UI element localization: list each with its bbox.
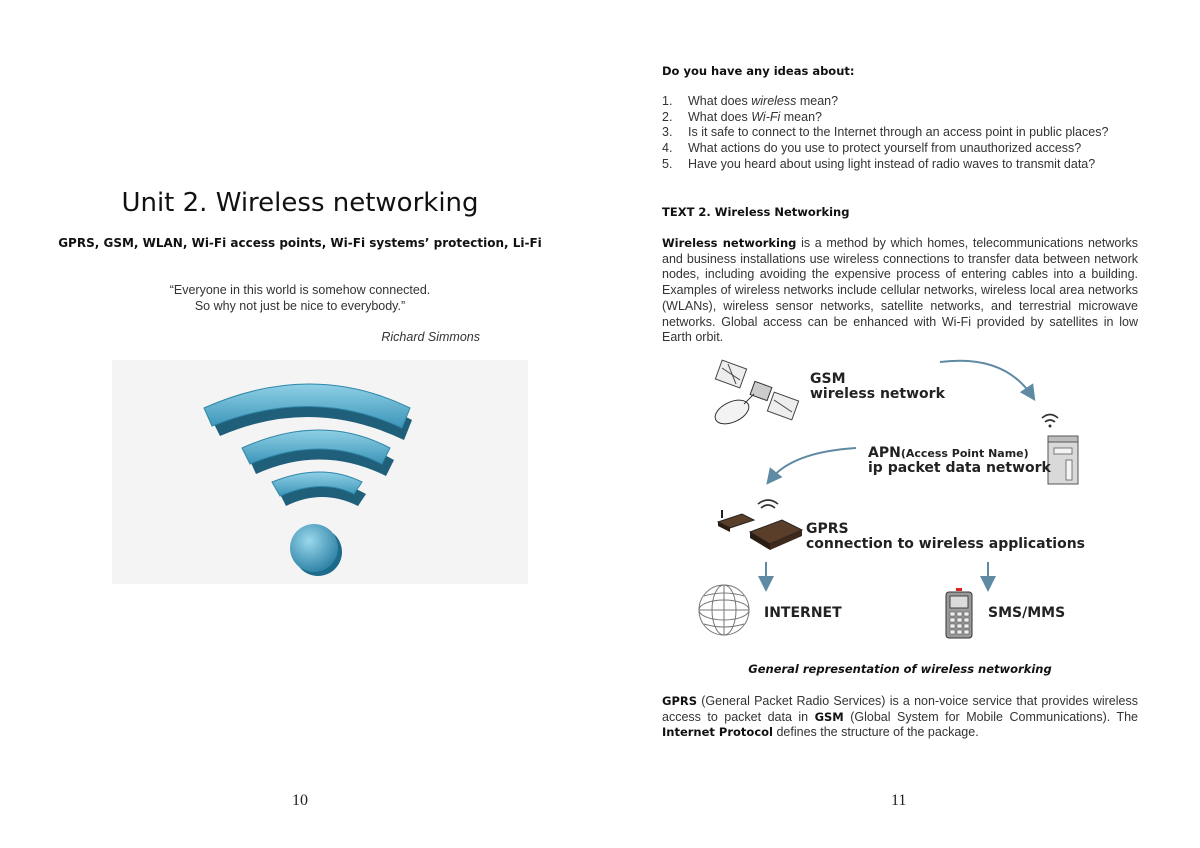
wireless-network-diagram: [692, 356, 1092, 648]
diagram-caption: General representation of wireless networking: [748, 662, 1052, 676]
apn-label: [868, 446, 1051, 476]
question-number: 1.: [662, 94, 673, 108]
question-item: [662, 141, 1138, 157]
apn-paren: (Access Point Name): [900, 447, 1029, 460]
router-icon: [718, 500, 802, 550]
term-gprs: GPRS: [662, 694, 698, 708]
unit-subtitle: GPRS, GSM, WLAN, Wi-Fi access points, Wi-Fi systems’ protection, Li-Fi: [58, 236, 542, 250]
question-number: 4.: [662, 141, 673, 156]
question-item: [662, 157, 1138, 173]
question-number: 3.: [662, 125, 673, 140]
question-item: [662, 94, 1138, 110]
question-item: [662, 125, 1138, 141]
paragraph-gprs: [662, 694, 1138, 741]
term-internet-protocol: Internet Protocol: [662, 725, 773, 740]
question-text: What does: [688, 94, 752, 108]
text-heading: TEXT 2. Wireless Networking: [662, 205, 850, 219]
paragraph-body: is a method by which homes, telecommunications networks and business installations use wireless connections to transfer data between network nodes, including avoiding the expensive process of entering cables into a building. Examples of wireless networks include cellular networks, wireless local area networks (WLANs), wireless sensor networks, satellite networks, and terrestrial microwave networks. Global access can be enhanced with Wi-Fi provided by satellites in low Earth orbit.: [662, 236, 1139, 345]
gsm-label: [810, 372, 945, 402]
question-item: [662, 110, 1138, 126]
question-text: What actions do you use to protect yourself from unauthorized access?: [688, 141, 1082, 156]
question-emphasis: Wi-Fi: [751, 109, 781, 124]
paragraph-text-c: defines the structure of the package.: [772, 725, 979, 740]
question-emphasis: wireless: [751, 94, 797, 108]
page-number-right: 11: [891, 792, 907, 809]
globe-icon: [699, 585, 749, 635]
gsm-title: GSM: [810, 371, 846, 387]
gsm-subtitle: wireless network: [810, 386, 945, 402]
gprs-title: GPRS: [806, 521, 849, 537]
question-number: 5.: [662, 156, 673, 171]
question-text: Is it safe to connect to the Internet through an access point in public places?: [688, 125, 1109, 140]
satellite-icon: [711, 360, 798, 429]
paragraph-text-b: (Global System for Mobile Communications). The: [843, 709, 1138, 724]
epigraph-quote: [0, 282, 600, 314]
sms-mms-label: SMS/MMS: [988, 605, 1066, 621]
wifi-illustration: [112, 360, 528, 584]
internet-label: INTERNET: [764, 605, 842, 621]
mobile-phone-icon: [946, 588, 972, 638]
paragraph-text-a: (General Packet Radio Services) is a non-voice service that provides wireless access to packet data in: [662, 694, 1138, 724]
term-gsm: GSM: [814, 709, 844, 724]
gprs-label: [806, 522, 1085, 552]
unit-title: Unit 2. Wireless networking: [121, 188, 479, 218]
question-number: 2.: [662, 109, 673, 124]
gprs-subtitle: connection to wireless applications: [806, 536, 1085, 552]
question-text: What does: [688, 109, 752, 124]
ideas-heading: Do you have any ideas about:: [662, 64, 855, 78]
term-wireless-networking: Wireless networking: [662, 236, 797, 250]
paragraph-wireless-networking: [662, 236, 1138, 346]
question-text-end: mean?: [780, 109, 822, 124]
apn-subtitle: ip packet data network: [868, 460, 1051, 476]
question-text: Have you heard about using light instead of radio waves to transmit data?: [688, 156, 1096, 171]
right-page: [600, 0, 1200, 848]
questions-list: [662, 94, 1138, 173]
quote-line-1: “Everyone in this world is somehow connected.: [169, 283, 431, 297]
apn-title: APN: [868, 445, 901, 461]
wifi-icon: [112, 360, 528, 584]
quote-line-2: So why not just be nice to everybody.”: [194, 299, 406, 313]
quote-author: Richard Simmons: [381, 330, 480, 344]
page-number-left: 10: [292, 792, 308, 809]
question-text-end: mean?: [796, 94, 839, 108]
